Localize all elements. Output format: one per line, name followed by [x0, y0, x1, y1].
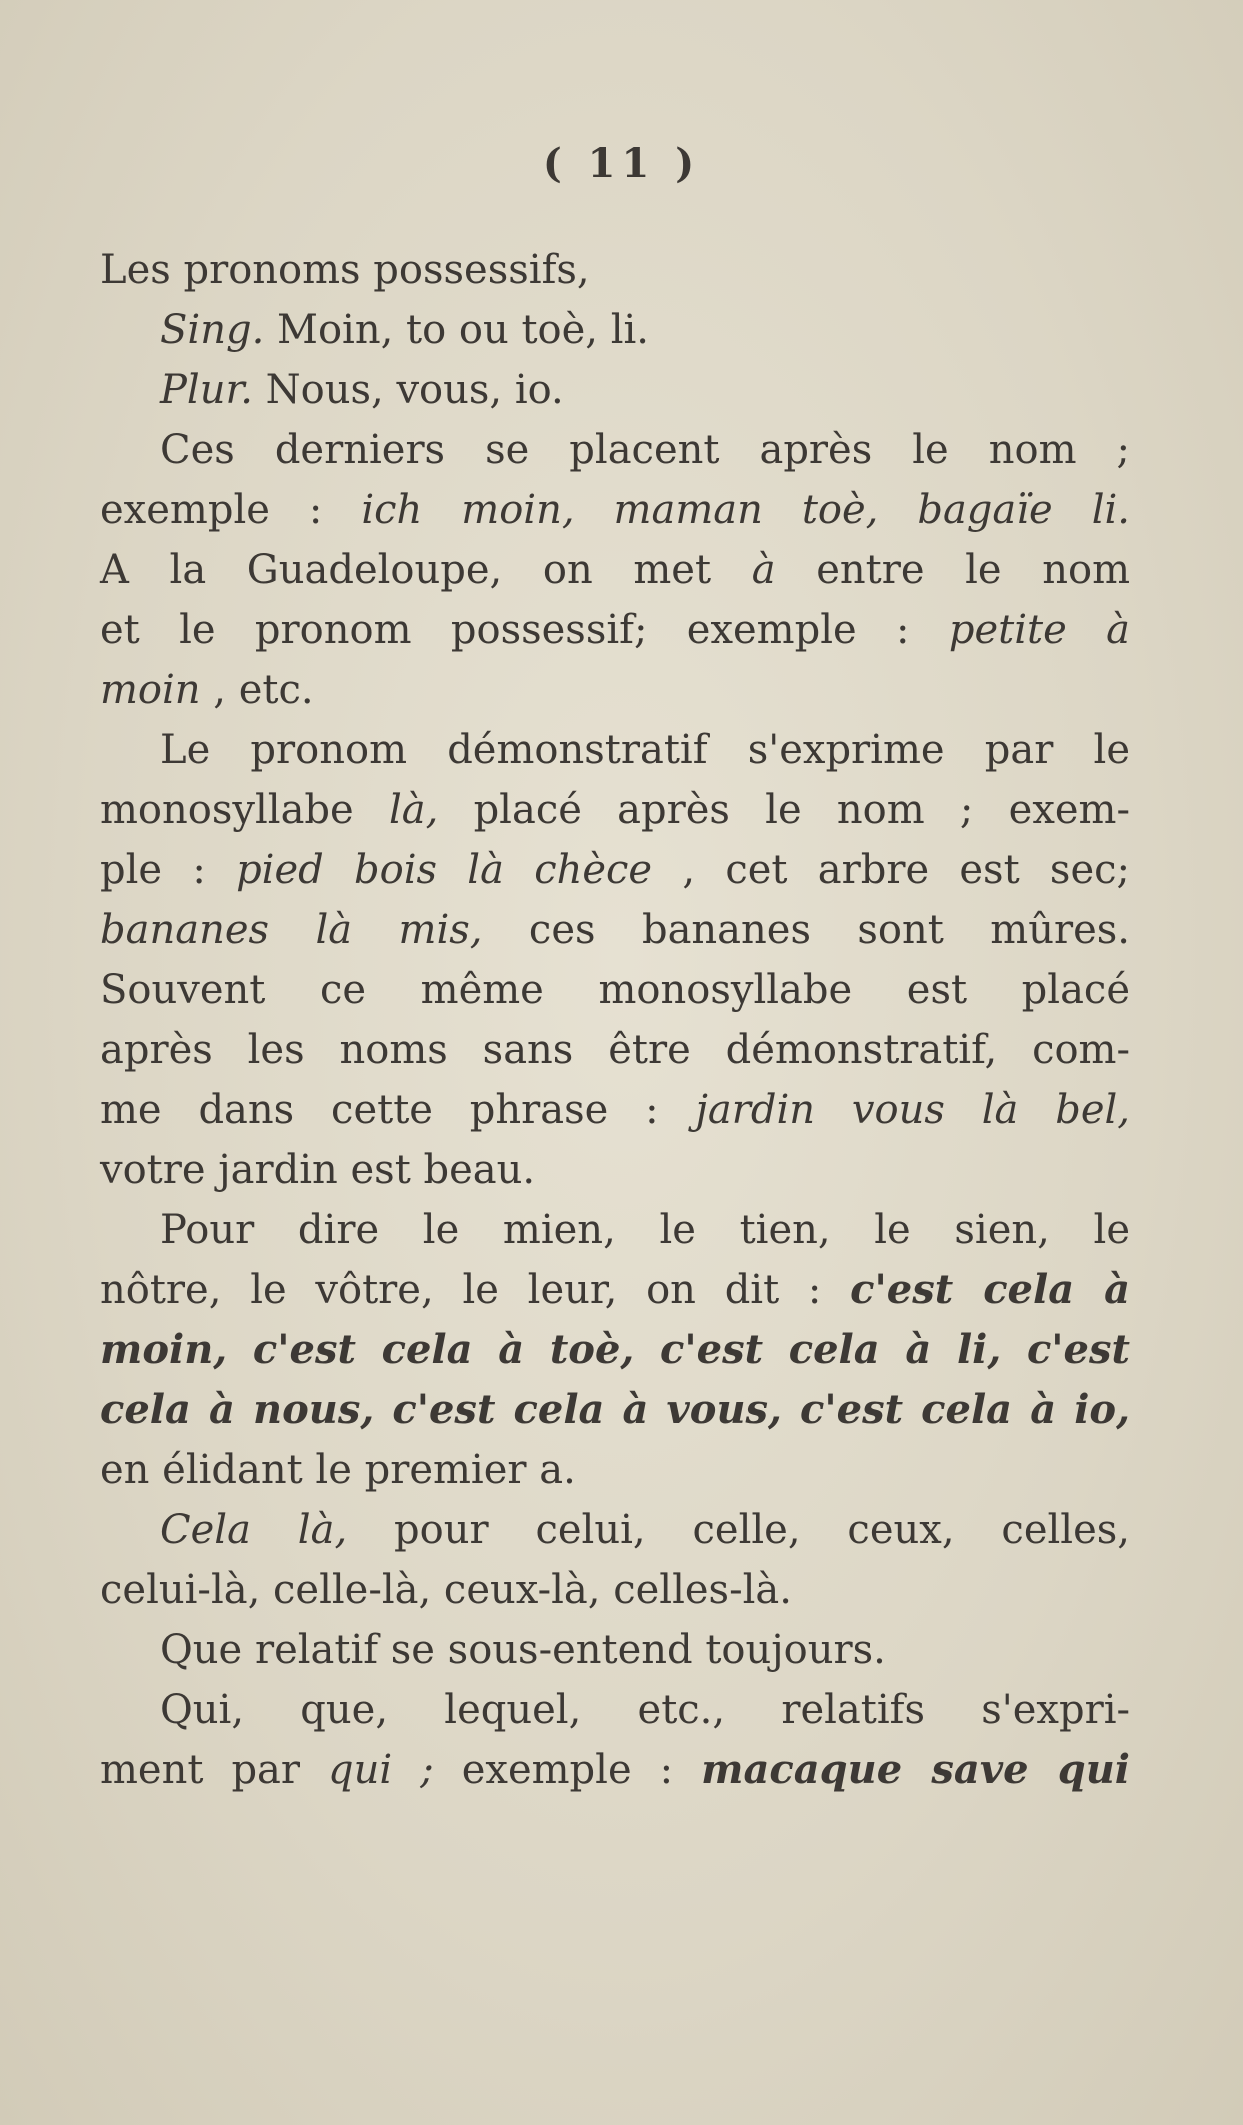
text-run: exemple : — [100, 487, 362, 533]
text-line-19 — [100, 1320, 1130, 1380]
text-line-17 — [100, 1200, 1130, 1260]
text-run: , cet arbre est sec; — [652, 847, 1130, 893]
creole-example: qui ; — [328, 1747, 434, 1793]
creole-example: moin — [100, 667, 201, 713]
text-line-24 — [100, 1620, 1130, 1680]
text-run: en élidant le premier a. — [100, 1447, 576, 1493]
text-line-15 — [100, 1080, 1130, 1140]
text-run: monosyllabe — [100, 787, 389, 833]
text-run: et le pronom possessif; exemple : — [100, 607, 949, 653]
text-run: Les pronoms possessifs, — [100, 247, 590, 293]
creole-example: moin, c'est cela à toè, c'est cela à li, c'est — [100, 1326, 1130, 1373]
creole-example: Cela là, — [160, 1507, 348, 1553]
creole-example: à — [751, 547, 776, 593]
body-text — [100, 240, 1130, 1800]
creole-example: bananes là mis, — [100, 907, 483, 953]
text-run: ment par — [100, 1747, 329, 1793]
text-run: Ces derniers se placent après le nom ; — [160, 427, 1130, 473]
text-run: ple : — [100, 847, 237, 893]
text-line-1 — [100, 240, 1130, 300]
text-line-2 — [100, 300, 1130, 360]
text-line-11 — [100, 840, 1130, 900]
text-run: nôtre, le vôtre, le leur, on dit : — [100, 1267, 851, 1313]
text-line-7 — [100, 600, 1130, 660]
text-run: Nous, vous, io. — [252, 367, 564, 413]
number-label-singular: Sing. — [160, 307, 265, 353]
text-line-8 — [100, 660, 1130, 720]
text-line-4 — [100, 420, 1130, 480]
page-number: ( 11 ) — [542, 140, 701, 187]
text-line-26 — [100, 1740, 1130, 1800]
text-run: Pour dire le mien, le tien, le sien, le — [160, 1207, 1130, 1253]
text-run: placé après le nom ; exem- — [438, 787, 1130, 833]
text-run: entre le nom — [775, 547, 1131, 593]
text-run: Le pronom démonstratif s'exprime par le — [160, 727, 1130, 773]
creole-example: c'est cela à — [850, 1266, 1130, 1313]
text-line-10 — [100, 780, 1130, 840]
text-run: celui-là, celle-là, ceux-là, celles-là. — [100, 1567, 792, 1613]
creole-example: là, — [388, 787, 439, 833]
text-run: après les noms sans être démonstratif, com- — [100, 1027, 1130, 1073]
creole-example: ich moin, maman toè, bagaïe li. — [361, 487, 1131, 533]
text-line-6 — [100, 540, 1130, 600]
text-run: ces bananes sont mûres. — [482, 907, 1131, 953]
text-line-12 — [100, 900, 1130, 960]
creole-example: pied bois là chèce — [236, 847, 653, 893]
creole-example: petite à — [948, 607, 1130, 653]
text-line-21 — [100, 1440, 1130, 1500]
text-line-3 — [100, 360, 1130, 420]
text-run: Souvent ce même monosyllabe est placé — [100, 967, 1130, 1013]
text-line-9 — [100, 720, 1130, 780]
text-line-25 — [100, 1680, 1130, 1740]
text-line-20 — [100, 1380, 1130, 1440]
creole-example: jardin vous là bel, — [695, 1087, 1130, 1133]
text-line-13 — [100, 960, 1130, 1020]
text-run: , etc. — [200, 667, 314, 713]
text-line-16 — [100, 1140, 1130, 1200]
text-run: Moin, to ou toè, li. — [264, 307, 650, 353]
text-line-18 — [100, 1260, 1130, 1320]
text-line-14 — [100, 1020, 1130, 1080]
text-run: Que relatif se sous-entend toujours. — [160, 1627, 886, 1673]
text-run: exemple : — [433, 1747, 702, 1793]
creole-example: cela à nous, c'est cela à vous, c'est cela à io, — [100, 1386, 1130, 1433]
text-run: pour celui, celle, ceux, celles, — [347, 1507, 1130, 1553]
text-run: me dans cette phrase : — [100, 1087, 696, 1133]
text-line-5 — [100, 480, 1130, 540]
text-line-22 — [100, 1500, 1130, 1560]
text-line-23 — [100, 1560, 1130, 1620]
number-label-plural: Plur. — [160, 367, 253, 413]
text-run: A la Guadeloupe, on met — [100, 547, 752, 593]
text-run: votre jardin est beau. — [100, 1147, 536, 1193]
text-run: Qui, que, lequel, etc., relatifs s'expri- — [160, 1687, 1130, 1733]
creole-example: macaque save qui — [701, 1746, 1130, 1793]
